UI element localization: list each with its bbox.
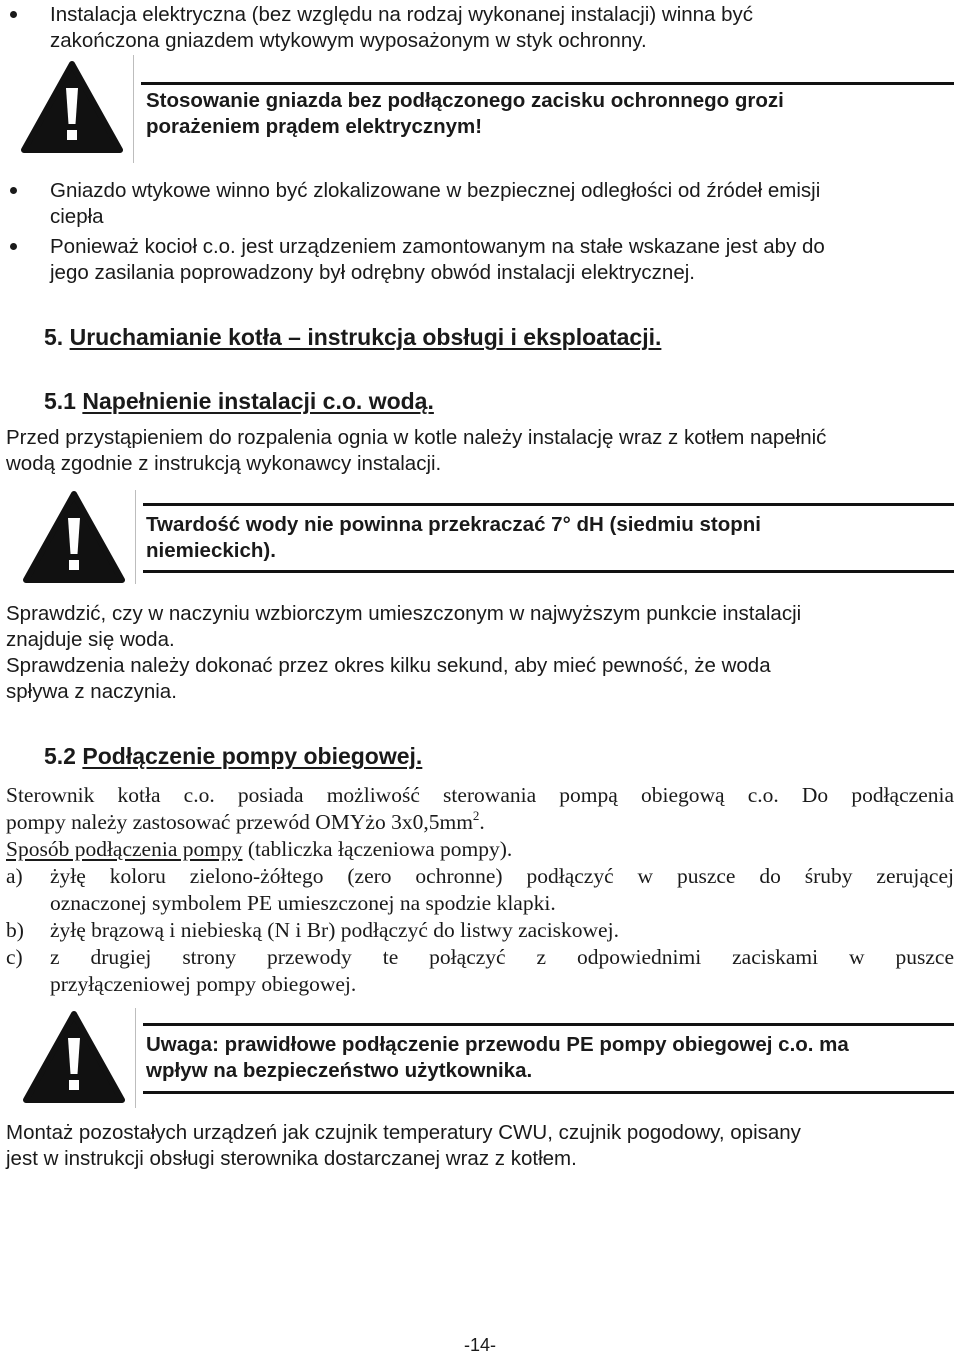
top-paragraph-line2: zakończona gniazdem wtykowym wyposażonym w styk ochronny.: [50, 29, 647, 52]
bullet-line2: jego zasilania poprowadzony był odrębny obwód instalacji elektrycznej.: [50, 261, 695, 284]
paragraph-line4: spływa z naczynia.: [6, 680, 177, 703]
warning-line2: porażeniem prądem elektrycznym!: [146, 115, 483, 138]
check-paragraph: [6, 601, 954, 705]
warning-divider: [135, 490, 136, 584]
pump-section-text: [6, 782, 954, 863]
section-title: Podłączenie pompy obiegowej.: [82, 743, 423, 769]
paragraph-line2: jest w instrukcji obsługi sterownika dostarczanej wraz z kotłem.: [6, 1147, 577, 1170]
warning-top-rule: [143, 1023, 954, 1026]
list-line1: żyłę koloru zielono-żółtego (zero ochronne) podłączyć w puszce do śruby zerującej: [50, 864, 954, 888]
list-letter: b): [6, 918, 24, 942]
period: .: [479, 810, 485, 834]
bullet-marker: [10, 243, 17, 250]
list-line2: przyłączeniowej pompy obiegowej.: [50, 972, 357, 996]
paragraph-line3: Sprawdzenia należy dokonać przez okres kilku sekund, aby mieć pewność, że woda: [6, 654, 771, 677]
bullet-line2: ciepła: [50, 205, 104, 228]
warning-bottom-rule: [143, 570, 954, 573]
page-number: -14-: [463, 1335, 496, 1355]
warning-divider: [133, 55, 134, 163]
paragraph-line1: Przed przystąpieniem do rozpalenia ognia w kotle należy instalację wraz z kotłem napełnić: [6, 426, 827, 449]
paragraph-line1: Sterownik kotła c.o. posiada możliwość sterowania pompą obiegową c.o. Do podłączenia: [6, 783, 954, 807]
paragraph-line2: [6, 809, 954, 836]
section-number: 5.1: [44, 388, 76, 414]
method-link: Sposób podłączenia pompy: [6, 837, 243, 861]
section-5-2-heading: [44, 741, 422, 771]
warning-triangle-icon: [20, 60, 124, 154]
warning-line2: wpływ na bezpieczeństwo użytkownika.: [146, 1059, 533, 1082]
section-title: Uruchamianie kotła – instrukcja obsługi i eksploatacji.: [69, 324, 662, 350]
method-line: [6, 836, 954, 863]
list-letter: a): [6, 864, 23, 888]
warning-top-rule: [143, 503, 954, 506]
list-line1: z drugiej strony przewody te połączyć z odpowiednimi zaciskami w puszce: [50, 945, 954, 969]
list-line2: oznaczonej symbolem PE umieszczonej na spodzie klapki.: [50, 891, 556, 915]
cable-spec-text: pompy należy zastosować przewód OMYżo 3x0,5mm: [6, 810, 473, 834]
warning-triangle-icon: [22, 490, 126, 584]
warning-line1: Twardość wody nie powinna przekraczać 7° dH (siedmiu stopni: [146, 513, 761, 536]
warning-line1: Uwaga: prawidłowe podłączenie przewodu PE pompy obiegowej c.o. ma: [146, 1033, 849, 1056]
paragraph-line1: Montaż pozostałych urządzeń jak czujnik temperatury CWU, czujnik pogodowy, opisany: [6, 1121, 801, 1144]
paragraph-line2: znajduje się woda.: [6, 628, 175, 651]
method-rest: (tabliczka łączeniowa pompy).: [242, 837, 513, 861]
list-letter: c): [6, 945, 23, 969]
bullet-line1: Ponieważ kocioł c.o. jest urządzeniem zamontowanym na stałe wskazane jest aby do: [50, 235, 825, 258]
bullet-marker: [10, 187, 17, 194]
list-item: [6, 917, 954, 944]
top-paragraph: [50, 2, 954, 54]
section-5-1-heading: [44, 386, 434, 416]
warning-top-rule: [141, 82, 954, 85]
paragraph-line2: wodą zgodnie z instrukcją wykonawcy instalacji.: [6, 452, 442, 475]
list-item: [6, 944, 954, 998]
bullet-item: [50, 234, 954, 286]
section-number: 5.: [44, 324, 64, 350]
warning-line1: Stosowanie gniazda bez podłączonego zacisku ochronnego grozi: [146, 89, 784, 112]
superscript: 2: [472, 808, 480, 823]
list-line1: żyłę brązową i niebieską (N i Br) podłączyć do listwy zaciskowej.: [50, 918, 619, 942]
bullet-line1: Gniazdo wtykowe winno być zlokalizowane w bezpiecznej odległości od źródeł emisji: [50, 179, 821, 202]
top-paragraph-line1: Instalacja elektryczna (bez względu na rodzaj wykonanej instalacji) winna być: [50, 3, 754, 26]
warning-triangle-icon: [22, 1010, 126, 1104]
fill-paragraph: [6, 425, 954, 477]
section-title: Napełnienie instalacji c.o. wodą.: [82, 388, 434, 414]
bullet-item: [50, 178, 954, 230]
warning-bottom-rule: [143, 1091, 954, 1094]
list-item: [6, 863, 954, 917]
bullet-marker: [10, 11, 17, 18]
warning-box-hardness: [146, 512, 954, 564]
section-number: 5.2: [44, 743, 76, 769]
warning-divider: [135, 1008, 136, 1108]
warning-line2: niemieckich).: [146, 539, 276, 562]
paragraph-line1: Sprawdzić, czy w naczyniu wzbiorczym umieszczonym w najwyższym punkcie instalacji: [6, 602, 802, 625]
section-5-heading: [44, 322, 661, 352]
closing-paragraph: [6, 1120, 954, 1172]
connection-list: [6, 863, 954, 998]
warning-box-pe-wire: [146, 1032, 954, 1084]
warning-box-electric: [146, 88, 954, 140]
